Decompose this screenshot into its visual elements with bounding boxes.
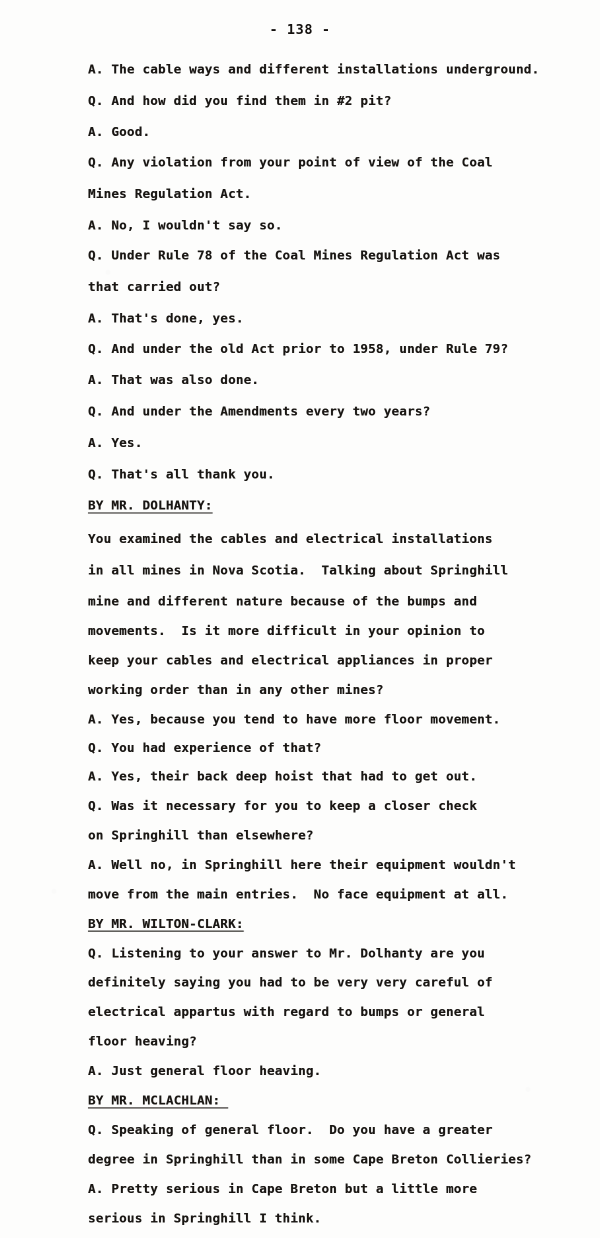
transcript-line: Q. Was it necessary for you to keep a closer check [88,798,478,813]
transcript-line: A. Yes, because you tend to have more floor movement. [88,712,501,727]
speaker-heading: BY MR. WILTON-CLARK: [88,916,244,931]
transcript-line: You examined the cables and electrical installations [88,531,493,546]
transcript-line: movements. Is it more difficult in your opinion to [88,623,485,638]
transcript-line: A. Yes. [88,435,143,450]
transcript-line: A. The cable ways and different installations underground. [88,62,540,77]
transcript-line: Q. Any violation from your point of view of the Coal [88,155,493,170]
transcript-line: mine and different nature because of the bumps and [88,594,478,609]
transcript-line: Q. And how did you find them in #2 pit? [88,93,392,108]
transcript-line: Q. Listening to your answer to Mr. Dolhanty are you [88,945,485,961]
transcript-line: keep your cables and electrical appliances in proper [88,653,493,668]
transcript-line: Q. That's all thank you. [88,466,275,482]
page-number: - 138 - [269,22,331,38]
transcript-line: in all mines in Nova Scotia. Talking about Springhill [88,562,509,578]
transcript-line: A. No, I wouldn't say so. [88,217,283,233]
transcript-line: move from the main entries. No face equipment at all. [88,886,509,902]
transcript-line: Q. You had experience of that? [88,740,322,755]
transcript-line: A. Yes, their back deep hoist that had to get out. [88,769,478,784]
transcript-line: on Springhill than elsewhere? [88,828,314,843]
transcript-line: electrical appartus with regard to bumps or general [88,1004,485,1020]
transcript-line: floor heaving? [88,1034,197,1049]
transcript-line: A. That's done, yes. [88,311,244,326]
transcript-line: definitely saying you had to be very very careful of [88,975,493,990]
transcript-line: Mines Regulation Act. [88,186,252,201]
transcript-line: A. Well no, in Springhill here their equipment wouldn't [88,857,517,872]
transcript-line: Q. Under Rule 78 of the Coal Mines Regulation Act was [88,248,501,263]
speaker-heading: BY MR. MCLACHLAN: [88,1093,229,1108]
transcript-line: Q. And under the Amendments every two years? [88,404,431,419]
transcript-line: A. Pretty serious in Cape Breton but a little more [88,1181,478,1196]
transcript-line: Q. And under the old Act prior to 1958, under Rule 79? [88,341,509,356]
transcript-line: that carried out? [88,279,221,294]
transcript-line: working order than in any other mines? [88,682,384,697]
transcript-line: serious in Springhill I think. [88,1211,322,1226]
transcript-line: A. That was also done. [88,372,260,388]
transcript-line: degree in Springhill than in some Cape Breton Collieries? [88,1152,532,1167]
transcript-line: Q. Speaking of general floor. Do you have a greater [88,1122,493,1137]
transcript-line: A. Good. [88,124,151,139]
speaker-heading: BY MR. DOLHANTY: [88,498,213,513]
transcript-line: A. Just general floor heaving. [88,1063,322,1078]
